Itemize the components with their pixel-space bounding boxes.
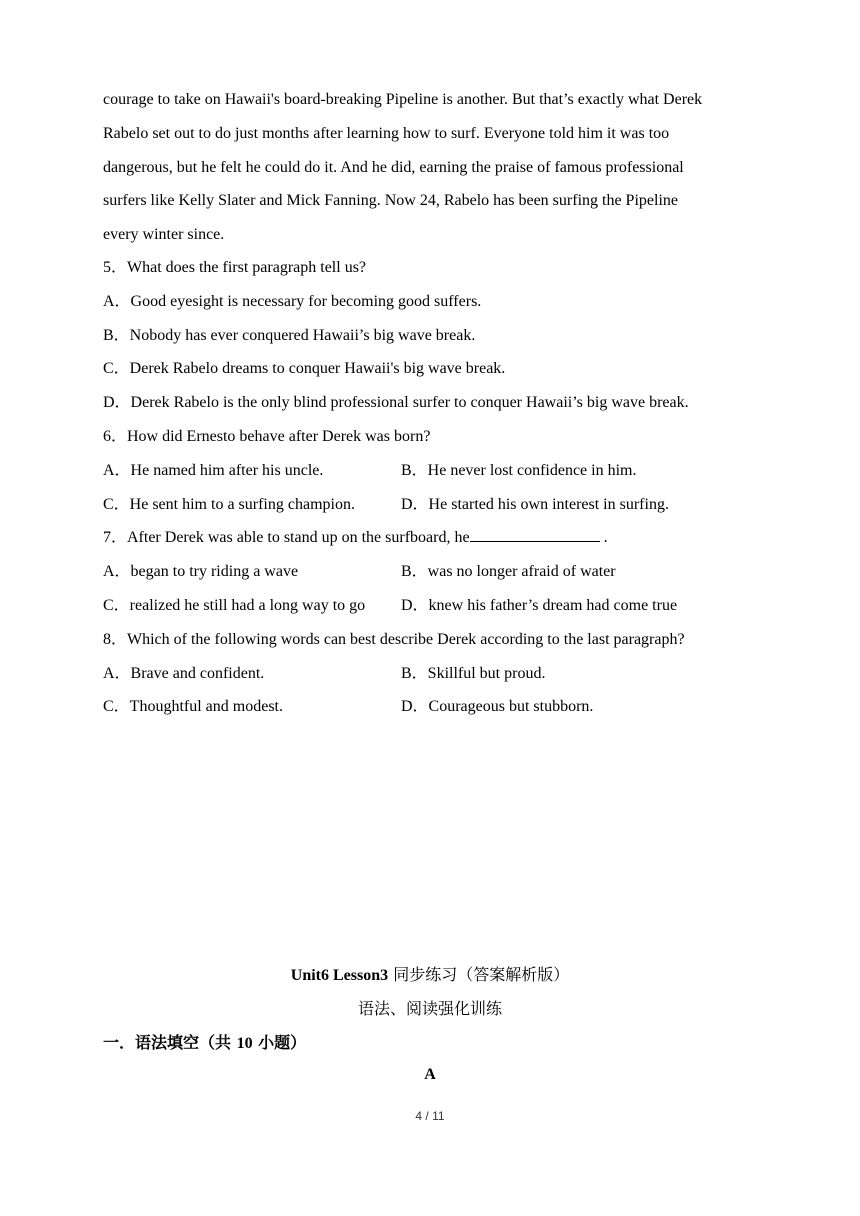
question-7-stem-end: . [599, 529, 608, 547]
passage-line: every winter since. [103, 226, 225, 244]
question-7-options-row-1 [103, 555, 763, 589]
question-6-option-c: C．He sent him to a surfing champion. [103, 495, 355, 513]
question-8-options-row-2 [103, 690, 763, 724]
question-8-option-a: A．Brave and confident. [103, 664, 265, 682]
question-6-option-a: A．He named him after his uncle. [103, 461, 324, 479]
section-heading-prefix: 一．语法填空（共 [103, 1033, 237, 1052]
question-5-option-d: D．Derek Rabelo is the only blind professional surfer to conquer Hawaii’s big wave break. [103, 394, 689, 412]
question-8-options-row-1 [103, 657, 763, 691]
question-8-stem: 8．Which of the following words can best describe Derek according to the last paragraph? [103, 630, 685, 648]
worksheet-title [0, 962, 860, 985]
worksheet-title-cn: 同步练习（答案解析版） [388, 965, 570, 984]
question-6-options-row-1 [103, 454, 763, 488]
question-7-stem-text: 7．After Derek was able to stand up on the surfboard, he [103, 529, 470, 547]
question-5-option-a: A．Good eyesight is necessary for becoming good suffers. [103, 292, 482, 310]
question-7-options-row-2 [103, 589, 763, 623]
page-number: 4 / 11 [415, 1109, 445, 1123]
question-6-option-d: D．He started his own interest in surfing. [401, 495, 669, 513]
section-heading [103, 1030, 306, 1053]
question-6-stem: 6．How did Ernesto behave after Derek was born? [103, 427, 431, 445]
question-6-option-b: B．He never lost confidence in him. [401, 461, 637, 479]
passage-line: Rabelo set out to do just months after learning how to surf. Everyone told him it was too [103, 124, 670, 142]
passage-line: dangerous, but he felt he could do it. And he did, earning the praise of famous professional [103, 158, 684, 176]
part-letter: A [424, 1066, 436, 1083]
question-5-option-c: C．Derek Rabelo dreams to conquer Hawaii's big wave break. [103, 360, 506, 378]
question-8-option-c: C．Thoughtful and modest. [103, 698, 283, 716]
question-7-option-b: B．was no longer afraid of water [401, 563, 616, 581]
passage-line: courage to take on Hawaii's board-breaking Pipeline is another. But that’s exactly what Derek [103, 91, 703, 108]
answer-blank [470, 527, 600, 542]
question-7-stem [103, 521, 763, 555]
section-question-count: 10 [236, 1035, 253, 1052]
question-7-option-a: A．began to try riding a wave [103, 563, 299, 581]
question-6-options-row-2 [103, 488, 763, 522]
question-5-stem: 5．What does the first paragraph tell us? [103, 259, 367, 276]
question-5-option-b: B．Nobody has ever conquered Hawaii’s big wave break. [103, 326, 476, 344]
worksheet-subtitle: 语法、阅读强化训练 [357, 999, 502, 1018]
passage-line: surfers like Kelly Slater and Mick Fanning. Now 24, Rabelo has been surfing the Pipeline [103, 192, 678, 210]
section-heading-suffix: 小题） [252, 1033, 307, 1052]
question-7-option-c: C．realized he still had a long way to go [103, 596, 366, 614]
question-7-option-d: D．knew his father’s dream had come true [401, 596, 678, 614]
question-8-option-d: D．Courageous but stubborn. [401, 698, 594, 716]
question-8-option-b: B．Skillful but proud. [401, 664, 546, 682]
question-list [103, 251, 763, 724]
reading-passage [103, 83, 763, 252]
worksheet-title-en: Unit6 Lesson3 [290, 967, 389, 984]
